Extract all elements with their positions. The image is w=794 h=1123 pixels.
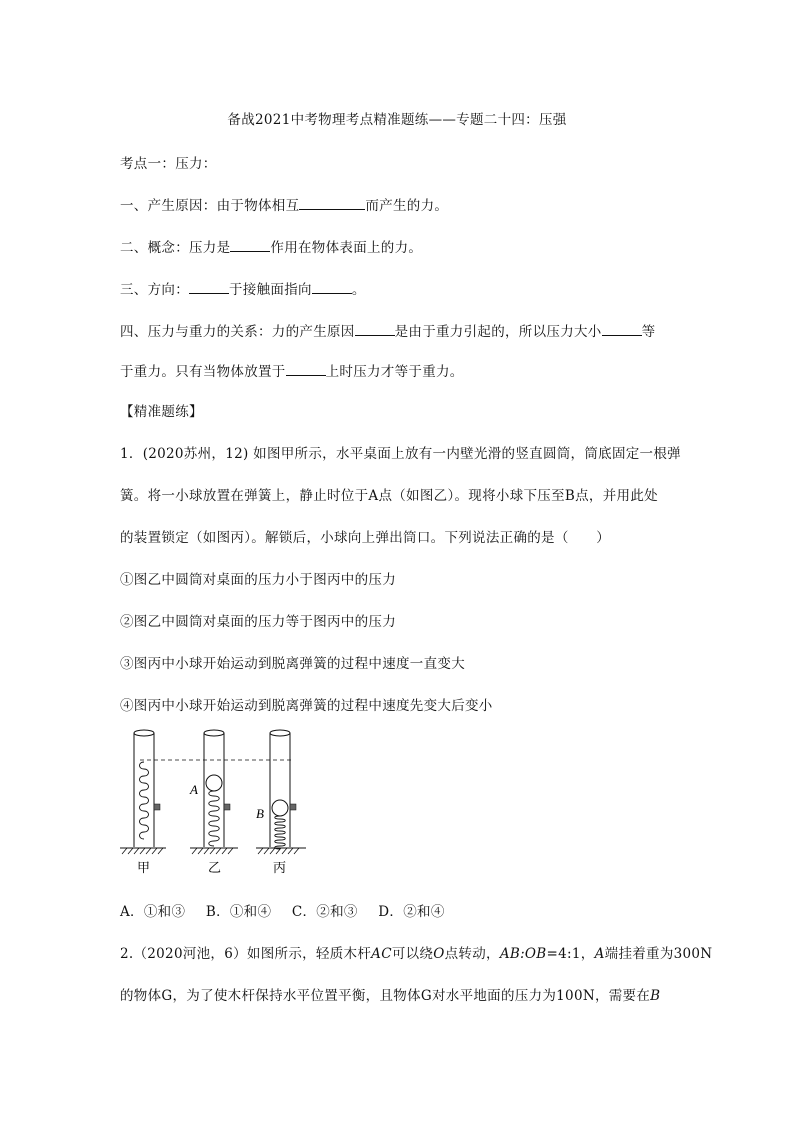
q1-options [120,900,461,920]
point-a-label: A [190,782,198,797]
option-a: A．①和③ [120,904,186,920]
fill-blank [286,363,326,376]
q1-line-1: 1．(2020苏州，12) 如图甲所示，水平桌面上放有一内壁光滑的竖直圆筒，筒底固定一根弹 [120,446,681,462]
spring-cylinder-figure [118,722,318,877]
fill-blank [312,281,352,294]
q1-statement-4: ④图丙中小球开始运动到脱离弹簧的过程中速度先变大后变小 [120,698,493,714]
option-b: B．①和④ [205,904,272,920]
label-yi: 乙 [208,861,222,876]
q2-line-1: 2.（2020河池，6）如图所示，轻质木杆AC可以绕O点转动，AB:OB=4:1，A端挂着重为300N [120,946,713,962]
item-2: 二、概念：压力是 作用在物体表面上的力。 [120,240,423,256]
item-4: 四、压力与重力的关系：力的产生原因 是由于重力引起的，所以压力大小 等 [120,324,656,340]
item-1: 一、产生原因：由于物体相互 而产生的力。 [120,198,449,214]
cylinder-yi [204,730,230,847]
q1-statement-2: ②图乙中圆筒对桌面的压力等于图丙中的压力 [120,614,396,630]
q1-statement-3: ③图丙中小球开始运动到脱离弹簧的过程中速度一直变大 [120,656,465,672]
label-jia: 甲 [137,861,151,876]
practice-header: 【精准题练】 [120,404,203,420]
q2-line-2: 的物体G，为了使木杆保持水平位置平衡，且物体G对水平地面的压力为100N，需要在B [120,988,661,1004]
fill-blank [602,323,642,336]
fill-blank [230,239,270,252]
item-3: 三、方向： 于接触面指向 。 [120,282,366,298]
point-b-label: B [256,806,264,821]
q1-line-2: 簧。将一小球放置在弹簧上，静止时位于A点（如图乙）。现将小球下压至B点，并用此处 [120,488,658,504]
q1-line-3: 的装置锁定（如图丙）。解锁后，小球向上弹出筒口。下列说法正确的是（ ） [120,530,611,546]
q1-statement-1: ①图乙中圆筒对桌面的压力小于图丙中的压力 [120,572,396,588]
section-heading: 考点一：压力： [120,156,217,172]
fill-blank [189,281,229,294]
option-c: C．②和③ [291,904,358,920]
cylinder-jia [134,730,160,847]
item-4-continued: 于重力。只有当物体放置于 上时压力才等于重力。 [120,364,464,380]
fill-blank [299,197,365,210]
fill-blank [355,323,395,336]
option-d: D．②和④ [378,904,445,920]
page-title: 备战2021中考物理考点精准题练——专题二十四：压强 [227,112,567,128]
cylinder-bing [270,730,296,849]
label-bing: 丙 [273,861,287,876]
